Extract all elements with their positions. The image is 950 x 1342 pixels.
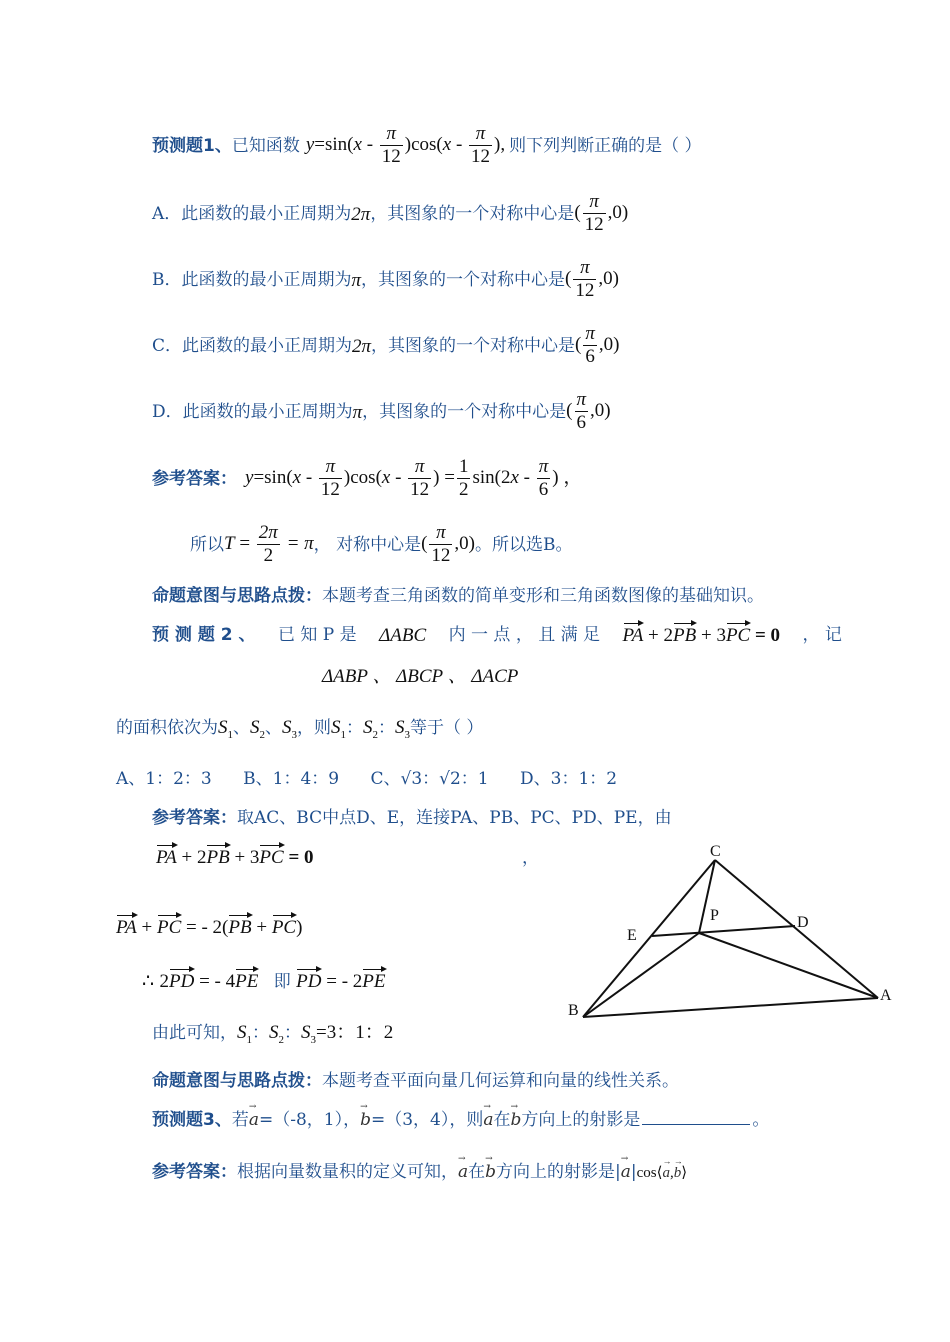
answer-blank (642, 1124, 750, 1125)
q2-eq2: PA + PC = - 2(PB + PC) (116, 917, 303, 938)
q3-stem: 预测题3、若→ a=（-8，1），→ b=（3，4），则→ a在→ b方向上的射影是 。 (152, 1112, 769, 1129)
q3-answer: 参考答案：根据向量数量积的定义可知，→ a在→ b方向上的射影是|→ a|cos⟨→ a,→ b⟩ (152, 1164, 687, 1181)
q2-vector-condition: PA + 2PB + 3PC = 0 (622, 624, 781, 646)
segment-PB (583, 933, 699, 1017)
q1-answer-label: 参考答案： (152, 468, 237, 489)
q2-eq3: ∴ 2PD = - 4PE 即 PD = - 2PE (142, 971, 386, 992)
q1-option-c: C．此函数的最小正周期为 2π ，其图象的一个对称中心是 ( $\frac{\pi}{6}$ ,0) (152, 323, 620, 368)
edge-BA (583, 998, 878, 1017)
q1-function: y=sin(x - $\frac{\pi}{12}$ )cos(x - $\frac{\pi}{12}$ ), (305, 123, 506, 168)
label-D: D (797, 914, 809, 931)
q1-stem (152, 124, 702, 168)
triangle-figure (560, 840, 900, 1030)
q2-choice-a: A、1：2：3 (116, 769, 212, 789)
q1-intro: 已知函数 (231, 135, 300, 156)
label-C: C (710, 843, 721, 860)
q2-area-line: 的面积依次为$S_1$、$S_2$、$S_3$，则$S_1$：$S_2$：$S_3$等于（ ） (116, 717, 484, 741)
q2-triangles: ΔABP 、 ΔBCP 、 ΔACP (322, 666, 519, 687)
segment-PA (699, 933, 878, 998)
q1-answer-line2: 所以 T = $\frac{2\pi}{2}$ = π ， 对称中心是 ( $\frac{\pi}{12}$ ,0) 。所以选B。 (190, 522, 573, 567)
q1-answer (152, 457, 582, 501)
q1-option-b: B．此函数的最小正周期为 π ，其图象的一个对称中心是 ( $\frac{\pi}{12}$ ,0) (152, 257, 619, 302)
q2-conclusion: 由此可知，$S_1$：$S_2$：$S_3=3$：1：2 (152, 1022, 394, 1046)
q2-intent: 命题意图与思路点拨：本题考查平面向量几何运算和向量的线性关系。 (152, 1071, 679, 1091)
q2-choices (116, 771, 617, 788)
q1-intent: 命题意图与思路点拨：本题考查三角函数的简单变形和三角函数图像的基础知识。 (152, 586, 764, 606)
q2-answer: 参考答案：取AC、BC中点D、E，连接PA、PB、PC、PD、PE，由 (152, 808, 672, 828)
label-P: P (710, 907, 719, 924)
q2-stem: 预 测 题 2 、 已 知 P 是 ΔABC 内 一 点 ， 且 满 足 PA + 2PB + 3PC = 0 ， 记 (152, 624, 842, 646)
q1-label: 预测题1、 (152, 135, 232, 156)
edge-BC (583, 860, 715, 1017)
q2-label: 预 测 题 2 、 (152, 624, 256, 645)
q1-option-d: D．此函数的最小正周期为 π ，其图象的一个对称中心是 ( $\frac{\pi}{6}$ ,0) (152, 389, 611, 434)
label-E: E (627, 927, 637, 944)
label-B: B (568, 1002, 579, 1019)
segment-ED (652, 926, 795, 936)
q2-eq1: PA + 2PB + 3PC = 0 (156, 847, 314, 868)
q1-answer-expr: y=sin(x - $\frac{\pi}{12}$ )cos(x - $\frac{\pi}{12}$ ) = $\frac{1}{2}$ sin(2x - $\frac{\pi}{6}$ ) ， (245, 456, 583, 501)
q2-choice-c: C、√3：√2：1 (370, 769, 489, 789)
q2-choice-b: B、1：4：9 (243, 769, 340, 789)
q2-choice-d: D、3：1：2 (520, 769, 618, 789)
label-A: A (880, 987, 892, 1004)
q1-option-a: A．此函数的最小正周期为 2π ，其图象的一个对称中心是 ( $\frac{\pi}{12}$ ,0) (152, 191, 629, 236)
q2-eq1-comma: ， (522, 848, 539, 868)
q1-tail: 则下列判断正确的是（ ） (509, 135, 702, 156)
